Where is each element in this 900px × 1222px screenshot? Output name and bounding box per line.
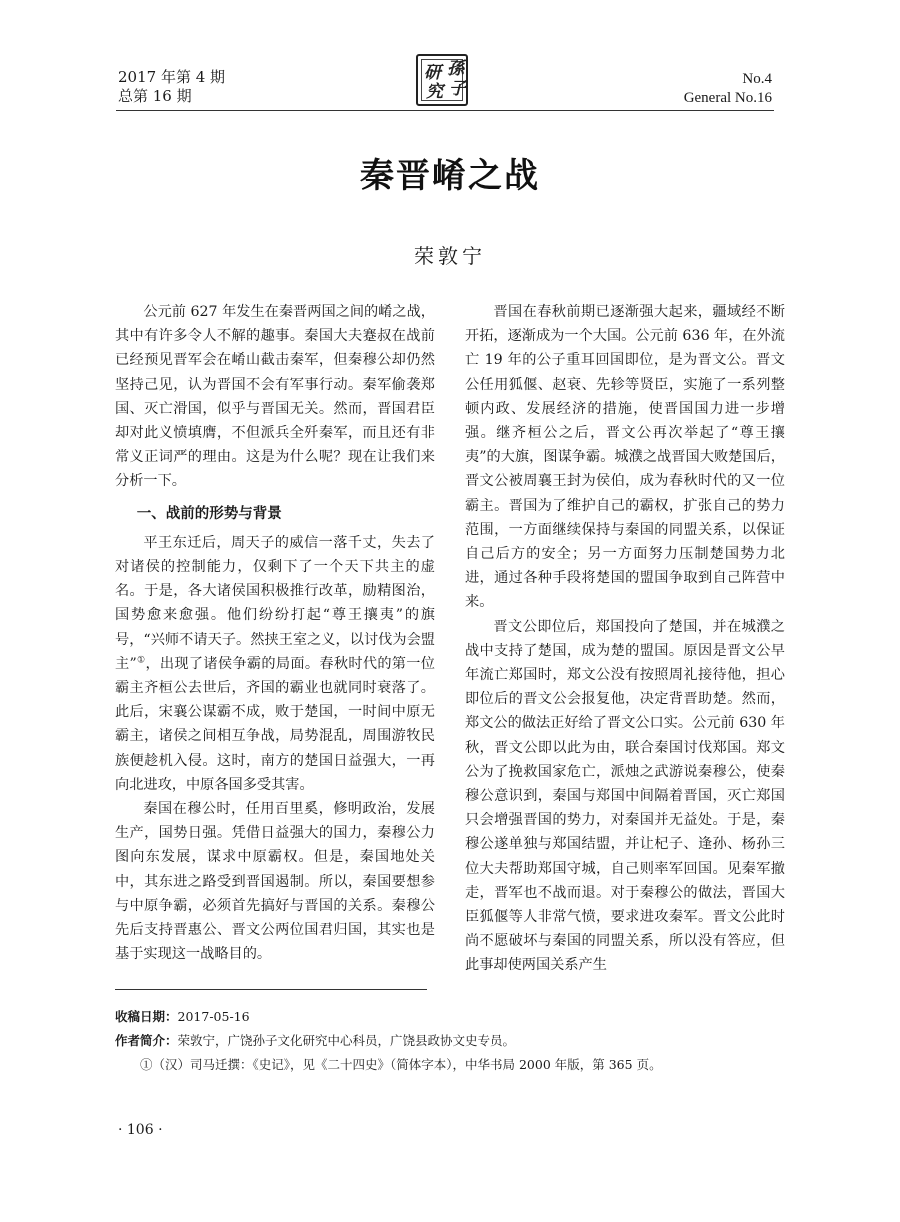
paragraph: 秦国在穆公时，任用百里奚，修明政治，发展生产，国势日强。凭借日益强大的国力，秦穆公力图向东发展，谋求中原霸权。但是，秦国地处关中，其东进之路受到晋国遏制。所以，秦国要想参与中原争霸，必须首先搞好与晋国的关系。秦穆公先后支持晋惠公、晋文公两位国君归国，其实也是基于实现这一战略目的。 — [115, 801, 435, 963]
section-heading: 一、战前的形势与背景 — [136, 505, 282, 522]
total-issue-number: 总第 16 期 — [118, 87, 192, 105]
author-bio-label: 作者简介： — [115, 1033, 178, 1048]
logo-char: 研 — [424, 63, 441, 83]
article-author: 荣敦宁 — [414, 244, 486, 268]
journal-logo-seal — [416, 54, 468, 106]
general-number-english: General No.16 — [683, 90, 772, 106]
received-date: 2017-05-16 — [177, 1009, 250, 1024]
body-column-right — [465, 300, 785, 978]
body-column-left — [115, 300, 435, 966]
page-number: · 106 · — [118, 1122, 163, 1138]
footnote-divider — [115, 989, 427, 990]
issue-number-english: No.4 — [742, 71, 772, 87]
logo-char: 子 — [449, 79, 466, 99]
logo-char: 孫 — [447, 59, 464, 79]
issue-number: 2017 年第 4 期 — [118, 68, 226, 86]
article-title: 秦晋崤之战 — [360, 156, 540, 196]
paragraph: 晋文公即位后，郑国投向了楚国，并在城濮之战中支持了楚国，成为楚的盟国。原因是晋文公早年流亡郑国时，郑文公没有按照周礼接待他，担心即位后的晋文公会报复他，决定背晋助楚。然而，郑文公的做法正好给了晋文公口实。公元前 630 年秋，晋文公即以此为由，联合秦国讨伐郑国。郑文公为了挽救国家危亡，派烛之武游说秦穆公，使秦穆公意识到，秦国与郑国中间隔着晋国，灭亡郑国只会增强晋国的势力，对秦国并无益处。于是，秦穆公遂单独与郑国结盟，并让杞子、逢孙、杨孙三位大夫帮助郑国守城，自己则率军回国。见秦军撤走，晋军也不战而退。对于秦穆公的做法，晋国大臣狐偃等人非常气愤，要求进攻秦军。晋文公此时尚不愿破坏与秦国的同盟关系，所以没有答应，但此事却使两国关系产生 — [465, 618, 785, 974]
author-bio: 荣敦宁，广饶孙子文化研究中心科员，广饶县政协文史专员。 — [177, 1033, 516, 1048]
paragraph: 平王东迁后，周天子的威信一落千丈，失去了对诸侯的控制能力，仅剩下了一个天下共主的虚名。于是，各大诸侯国积极推行改革，励精图治，国势愈来愈强。他们纷纷打起“尊王攘夷”的旗号，“兴师不请天子。然挟王室之义，以讨伐为会盟主”①，出现了诸侯争霸的局面。春秋时代的第一位霸主齐桓公去世后，齐国的霸业也就同时衰落了。此后，宋襄公谋霸不成，败于楚国，一时间中原无霸主，诸侯之间相互争战，局势混乱，周围游牧民族便趁机入侵。这时，南方的楚国日益强大，一再向北进攻，中原各国多受其害。 — [115, 534, 435, 793]
paragraph: 公元前 627 年发生在秦晋两国之间的崤之战，其中有许多令人不解的趣事。秦国大夫蹇叔在战前已经预见晋军会在崤山截击秦军，但秦穆公却仍然坚持己见，认为晋国不会有军事行动。秦军偷袭郑国、灭亡滑国，似乎与晋国无关。然而，晋国君臣却对此义愤填膺，不但派兵全歼秦军，而且还有非常义正词严的理由。这是为什么呢？现在让我们来分析一下。 — [115, 304, 435, 490]
footnote: ①（汉）司马迁撰：《史记》，见《二十四史》（简体字本），中华书局 2000 年版，第 365 页。 — [140, 1057, 662, 1072]
received-date-line — [115, 1008, 795, 1025]
issue-info — [118, 68, 225, 106]
issue-info-english — [684, 70, 772, 108]
footnote-marker[interactable]: ① — [136, 655, 146, 666]
paragraph: 晋国在春秋前期已逐渐强大起来，疆域经不断开拓，逐渐成为一个大国。公元前 636 年，在外流亡 19 年的公子重耳回国即位，是为晋文公。晋文公任用狐偃、赵衰、先轸等贤臣，实施了一系列整顿内政、发展经济的措施，使晋国国力进一步增强。继齐桓公之后，晋文公再次举起了“尊王攘夷”的大旗，图谋争霸。城濮之战晋国大败楚国后，晋文公被周襄王封为侯伯，成为春秋时代的又一位霸主。晋国为了维护自己的霸权，扩张自己的势力范围，一方面继续保持与秦国的同盟关系，以保证自己后方的安全；另一方面努力压制楚国势力北进，通过各种手段将楚国的盟国争取到自己阵营中来。 — [465, 304, 785, 611]
received-label: 收稿日期： — [115, 1009, 178, 1024]
logo-char: 究 — [426, 82, 443, 102]
author-bio-line — [115, 1032, 795, 1049]
header-divider — [116, 110, 774, 111]
